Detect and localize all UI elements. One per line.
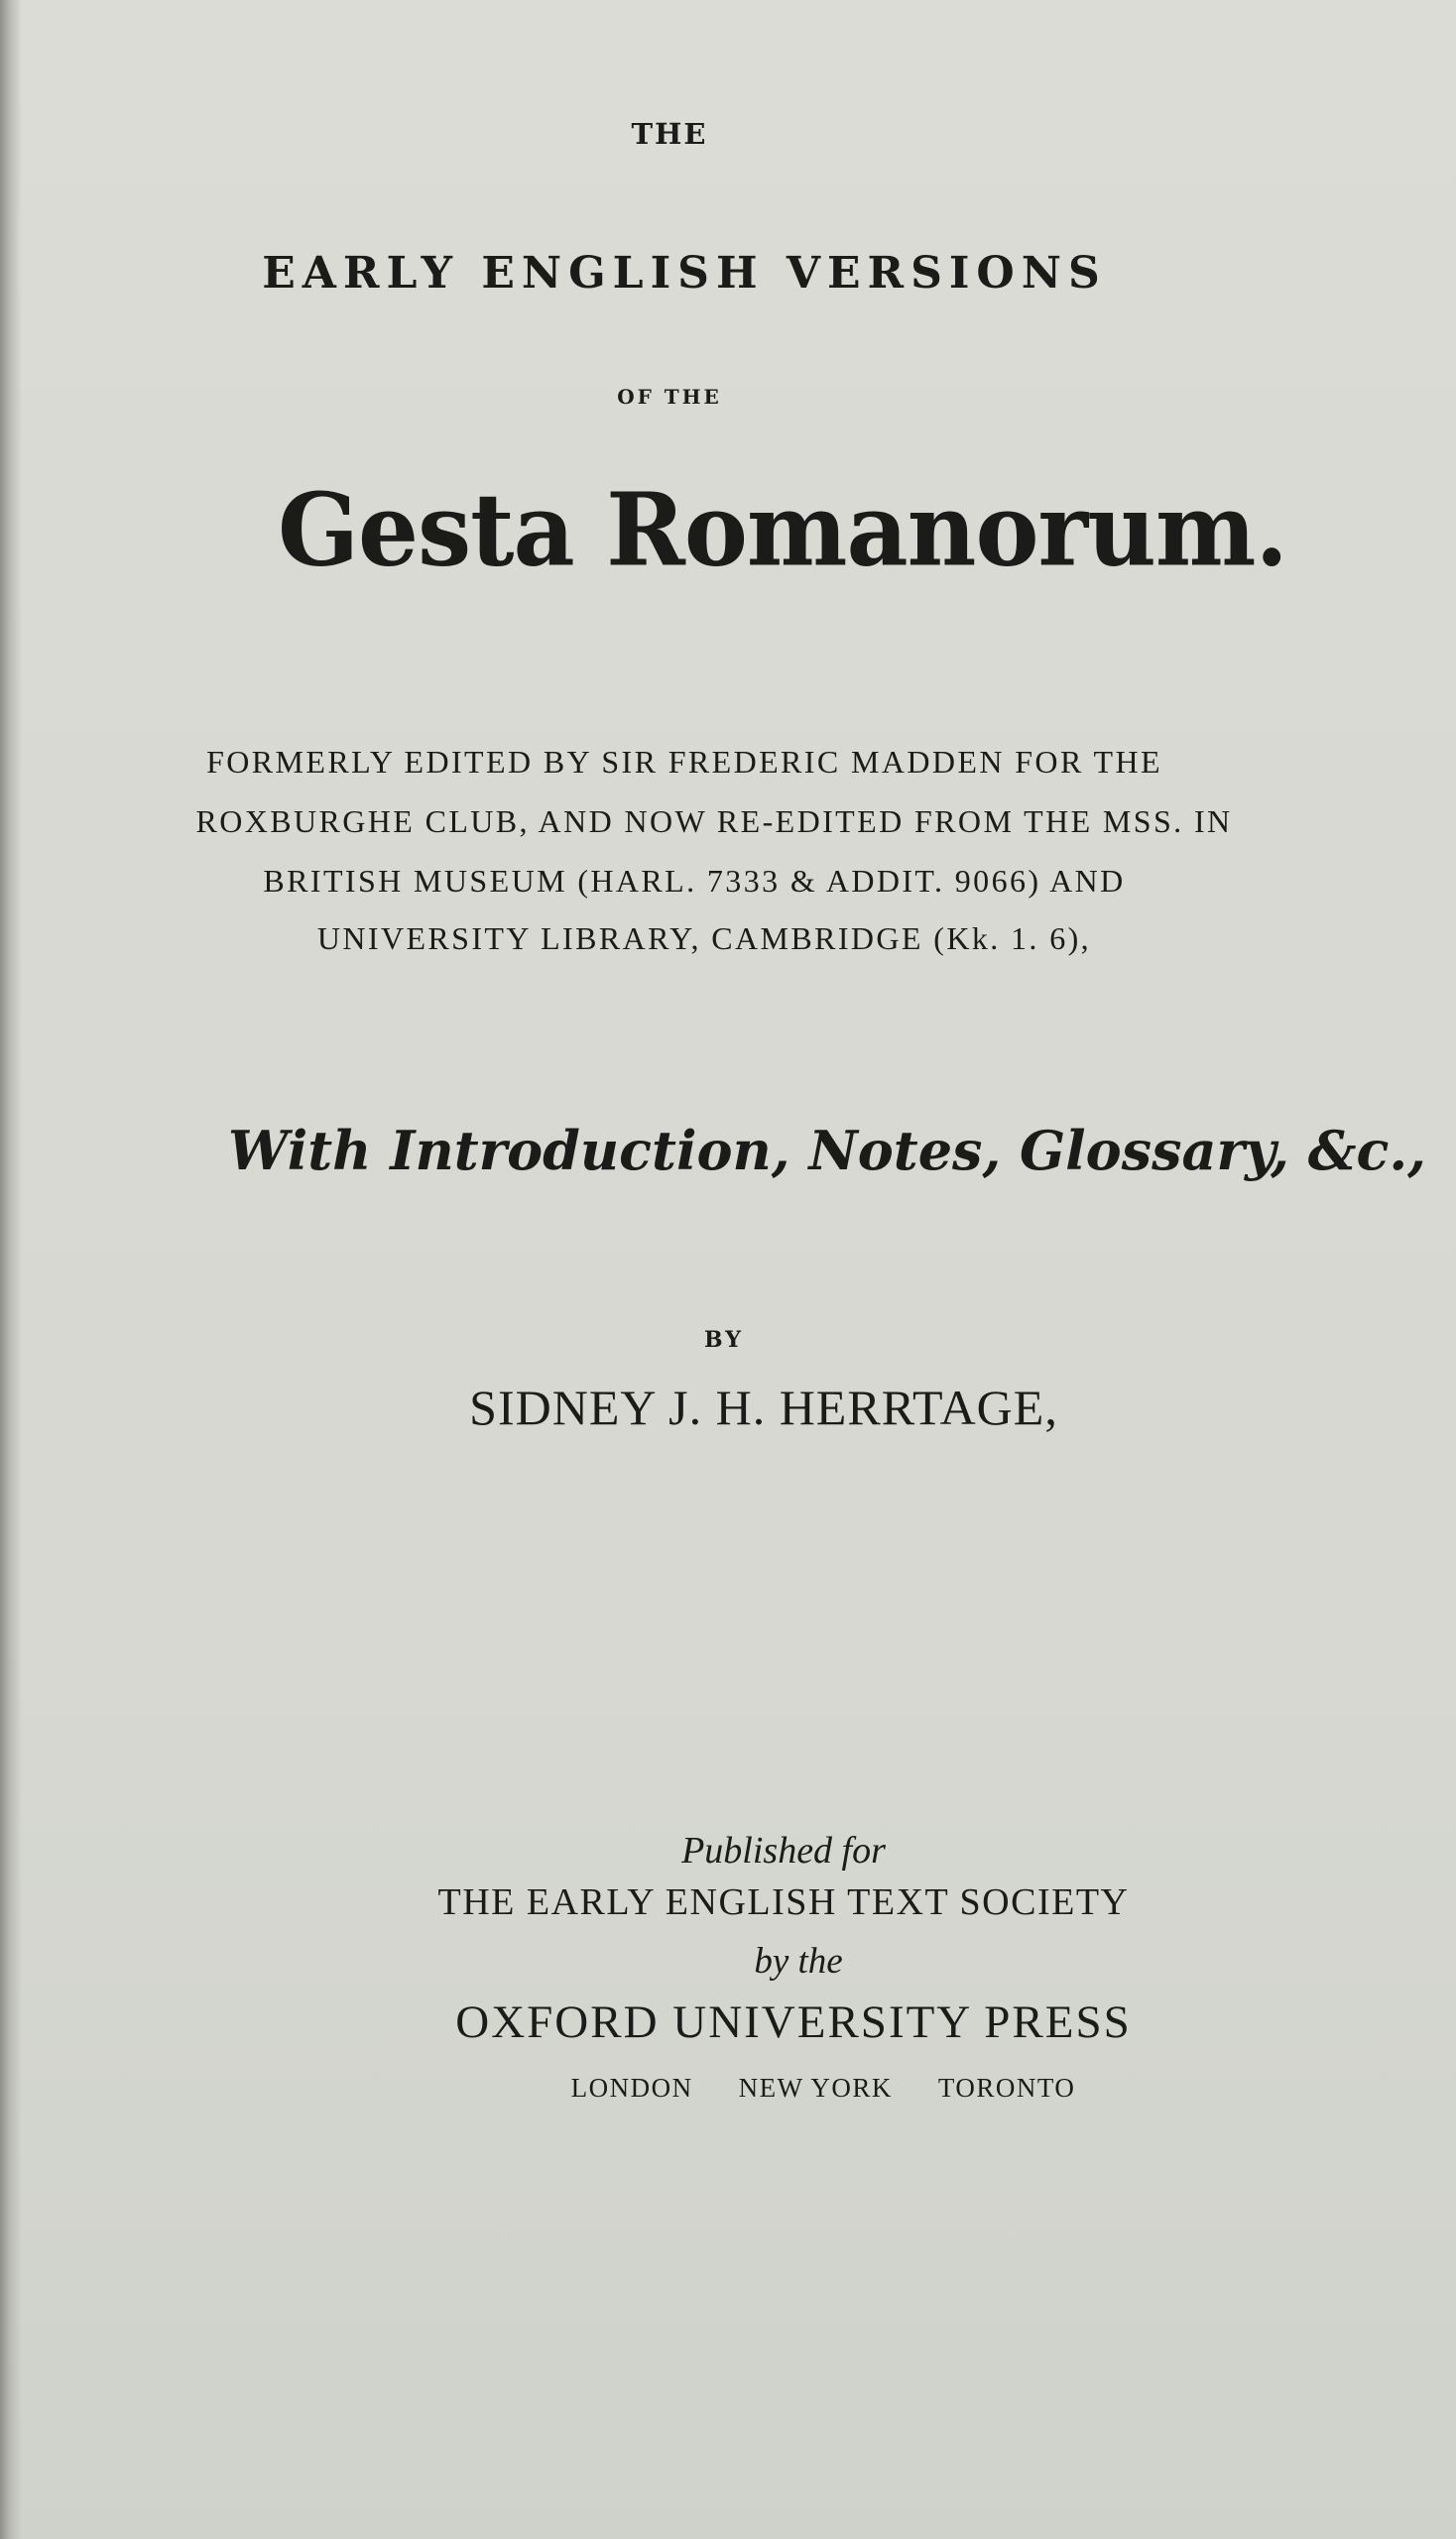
- title-of-the: OF THE: [617, 385, 722, 409]
- title-the: THE: [631, 117, 708, 151]
- description-line-3: BRITISH MUSEUM (HARL. 7333 & ADDIT. 9066) AND: [263, 863, 1126, 899]
- author-name: SIDNEY J. H. HERRTAGE,: [469, 1380, 1058, 1435]
- city-new-york: NEW YORK: [738, 2073, 893, 2103]
- imprint-cities: [476, 2073, 1170, 2104]
- page-spine-shadow: [0, 0, 22, 2539]
- description-line-4: UNIVERSITY LIBRARY, CAMBRIDGE (Kk. 1. 6),: [316, 920, 1092, 956]
- by-the: by the: [754, 1941, 843, 1982]
- by-label: BY: [704, 1327, 744, 1353]
- description-line-1: FORMERLY EDITED BY SIR FREDERIC MADDEN FOR THE: [206, 744, 1162, 780]
- description-line-2: ROXBURGHE CLUB, AND NOW RE-EDITED FROM THE MSS. IN: [195, 803, 1233, 839]
- apparatus-line: With Introduction, Notes, Glossary, &c.,: [228, 1119, 1426, 1182]
- published-for: Published for: [681, 1830, 886, 1872]
- society-name: THE EARLY ENGLISH TEXT SOCIETY: [437, 1881, 1130, 1923]
- publisher-name: OXFORD UNIVERSITY PRESS: [455, 1996, 1132, 2048]
- city-toronto: TORONTO: [937, 2073, 1076, 2103]
- city-london: LONDON: [570, 2073, 693, 2103]
- main-title: EARLY ENGLISH VERSIONS: [262, 248, 1107, 299]
- work-title: Gesta Romanorum.: [278, 471, 1287, 589]
